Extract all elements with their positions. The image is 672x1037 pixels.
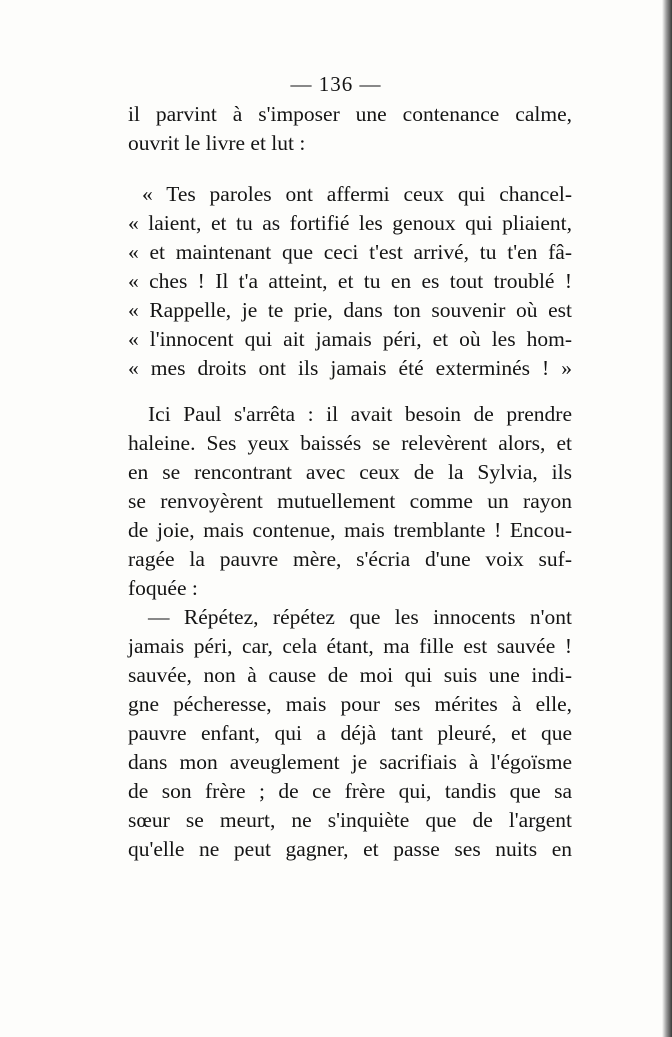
text-line: dans mon aveuglement je sacrifiais à l'égoïsme [128, 750, 572, 774]
text-line: de joie, mais contenue, mais tremblante ! Encou- [128, 518, 572, 542]
text-line: il parvint à s'imposer une contenance calme, [128, 102, 572, 126]
text-line: pauvre enfant, qui a déjà tant pleuré, et que [128, 721, 572, 745]
text-line: « Tes paroles ont affermi ceux qui chancel- [142, 182, 572, 206]
page-edge-shadow [662, 0, 672, 1037]
paragraph-2 [128, 400, 572, 603]
text-line: de son frère ; de ce frère qui, tandis que sa [128, 779, 572, 803]
text-line: — Répétez, répétez que les innocents n'ont [148, 605, 572, 629]
text-line: Ici Paul s'arrêta : il avait besoin de prendre [148, 402, 572, 426]
text-line: sœur se meurt, ne s'inquiète que de l'argent [128, 808, 572, 832]
text-line: « ches ! Il t'a atteint, et tu en es tout troublé ! [128, 269, 572, 293]
quotation [128, 180, 572, 383]
paragraph-3 [128, 603, 572, 864]
text-line: jamais péri, car, cela étant, ma fille est sauvée ! [128, 634, 572, 658]
text-line: haleine. Ses yeux baissés se relevèrent alors, et [128, 431, 572, 455]
text-line: foquée : [128, 576, 198, 600]
text-line: sauvée, non à cause de moi qui suis une indi- [128, 663, 572, 687]
text-line: « Rappelle, je te prie, dans ton souvenir où est [128, 298, 572, 322]
text-line: ouvrit le livre et lut : [128, 131, 306, 155]
text-line: « mes droits ont ils jamais été exterminés ! » [128, 356, 572, 380]
text-line: en se rencontrant avec ceux de la Sylvia, ils [128, 460, 572, 484]
text-line: gne pécheresse, mais pour ses mérites à elle, [128, 692, 572, 716]
text-line: « l'innocent qui ait jamais péri, et où les hom- [128, 327, 572, 351]
text-line: « laient, et tu as fortifié les genoux qui pliaient, [128, 211, 572, 235]
page-number: — 136 — [290, 72, 382, 96]
text-line: « et maintenant que ceci t'est arrivé, tu t'en fâ- [128, 240, 572, 264]
paragraph-1 [128, 100, 572, 158]
text-line: se renvoyèrent mutuellement comme un rayon [128, 489, 572, 513]
text-line: qu'elle ne peut gagner, et passe ses nuits en [128, 837, 572, 861]
text-line: ragée la pauvre mère, s'écria d'une voix suf- [128, 547, 572, 571]
